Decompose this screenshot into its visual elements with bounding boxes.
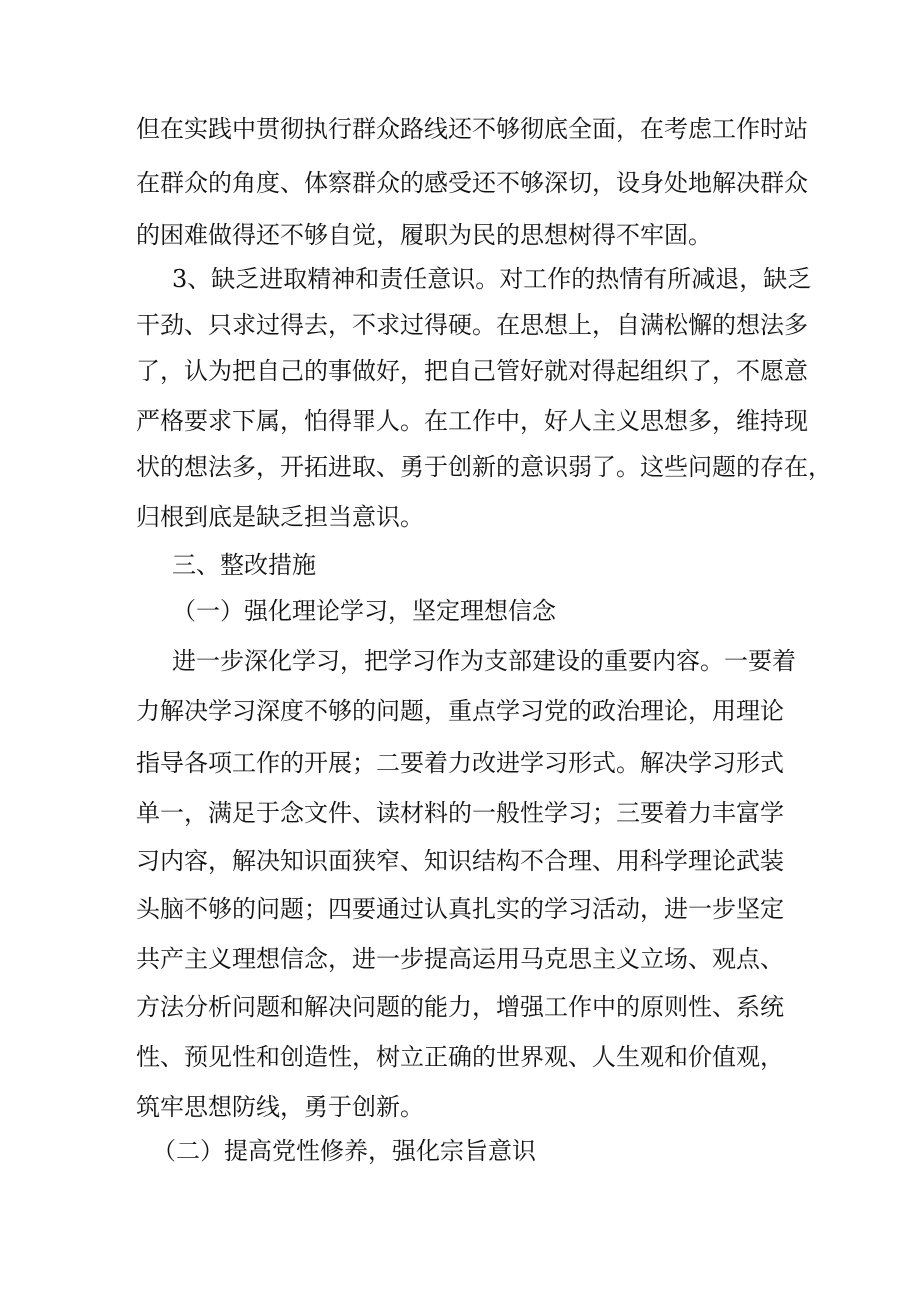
paragraph-2-line-1: 3、缺乏进取精神和责任意识。对工作的热情有所减退，缺乏: [172, 265, 812, 293]
paragraph-2-line-6: 归根到底是缺乏担当意识。: [136, 503, 424, 531]
paragraph-3-line-9: 性、预见性和创造性，树立正确的世界观、人生观和价值观，: [136, 1043, 784, 1071]
paragraph-3-line-3: 指导各项工作的开展；二要着力改进学习形式。解决学习形式: [136, 749, 784, 777]
paragraph-2-line-2: 干劲、只求过得去，不求过得硬。在思想上，自满松懈的想法多: [136, 311, 808, 339]
paragraph-3-line-8: 方法分析问题和解决问题的能力，增强工作中的原则性、系统: [136, 993, 784, 1021]
paragraph-2-line-4: 严格要求下属，怕得罪人。在工作中，好人主义思想多，维持现: [136, 407, 808, 435]
paragraph-3-line-5: 习内容，解决知识面狭窄、知识结构不合理、用科学理论武装: [136, 847, 784, 875]
sub-heading-1: （一）强化理论学习，坚定理想信念: [172, 597, 556, 625]
paragraph-2-line-3: 了，认为把自己的事做好，把自己管好就对得起组织了，不愿意: [136, 357, 808, 385]
paragraph-3-line-2: 力解决学习深度不够的问题，重点学习党的政治理论，用理论: [136, 697, 784, 725]
paragraph-3-line-4: 单一，满足于念文件、读材料的一般性学习；三要着力丰富学: [136, 799, 784, 827]
paragraph-1-line-2: 在群众的角度、体察群众的感受还不够深切，设身处地解决群众: [136, 169, 808, 197]
paragraph-3-line-7: 共产主义理想信念，进一步提高运用马克思主义立场、观点、: [136, 945, 784, 973]
paragraph-1-line-1: 但在实践中贯彻执行群众路线还不够彻底全面，在考虑工作时站: [136, 115, 808, 143]
sub-heading-2: （二）提高党性修养，强化宗旨意识: [152, 1137, 536, 1165]
paragraph-1-line-3: 的困难做得还不够自觉，履职为民的思想树得不牢固。: [136, 221, 712, 249]
paragraph-3-line-1: 进一步深化学习，把学习作为支部建设的重要内容。一要着: [172, 647, 796, 675]
paragraph-2-line-5: 状的想法多，开拓进取、勇于创新的意识弱了。这些问题的存在，: [136, 453, 832, 481]
paragraph-3-line-10: 筑牢思想防线，勇于创新。: [136, 1093, 424, 1121]
section-heading: 三、整改措施: [172, 551, 316, 579]
paragraph-3-line-6: 头脑不够的问题；四要通过认真扎实的学习活动，进一步坚定: [136, 895, 784, 923]
